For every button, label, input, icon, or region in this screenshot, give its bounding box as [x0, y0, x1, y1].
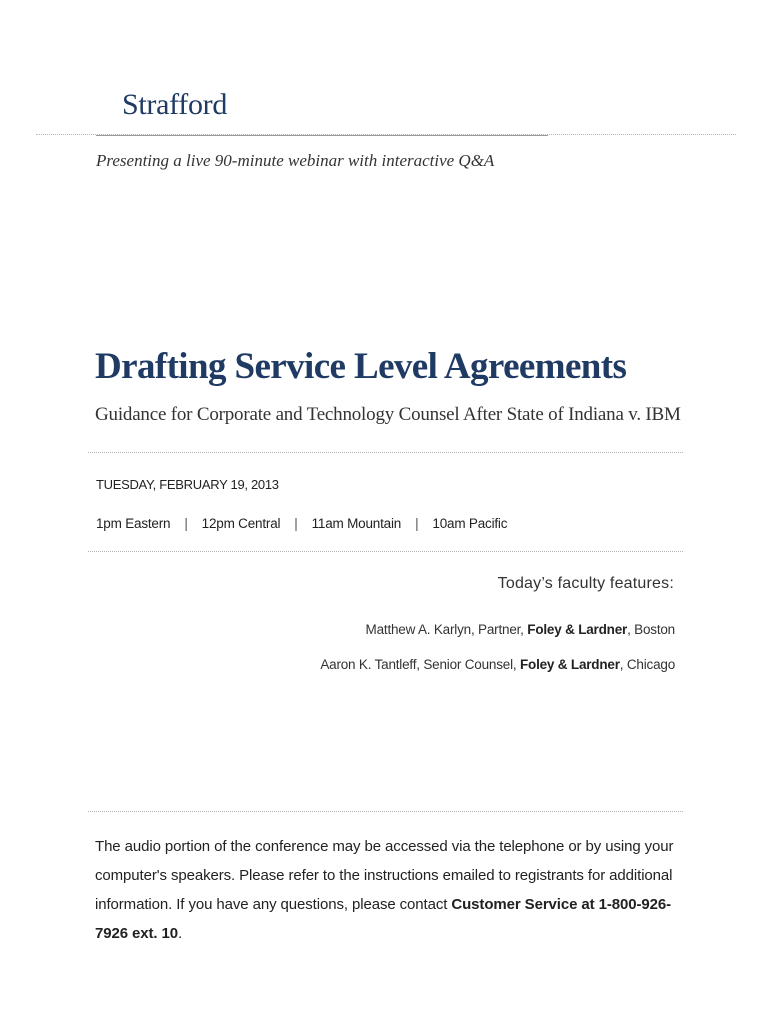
strafford-logo: Strafford — [122, 88, 228, 121]
faculty-firm: Foley & Lardner — [527, 622, 628, 637]
customer-service-contact: Customer Service at 1-800-926-7926 ext. 10 — [95, 896, 672, 942]
webinar-tagline: Presenting a live 90-minute webinar with interactive Q&A — [96, 151, 495, 170]
footer-divider — [88, 811, 683, 812]
time-pacific: 10am Pacific — [432, 516, 508, 531]
schedule-divider — [88, 551, 683, 552]
webinar-date: TUESDAY, FEBRUARY 19, 2013 — [96, 477, 279, 492]
title-divider — [88, 452, 683, 453]
webinar-subtitle: Guidance for Corporate and Technology Counsel After State of Indiana v. IBM — [95, 404, 681, 425]
faculty-name-title: Aaron K. Tantleff, Senior Counsel, — [320, 657, 520, 672]
faculty-heading: Today’s faculty features: — [497, 575, 674, 592]
time-eastern: 1pm Eastern — [96, 516, 171, 531]
time-separator: | — [184, 516, 188, 531]
time-central: 12pm Central — [201, 516, 281, 531]
faculty-city: , Chicago — [619, 657, 675, 672]
webinar-times — [96, 516, 507, 531]
faculty-name-title: Matthew A. Karlyn, Partner, — [365, 622, 528, 637]
audio-notice — [95, 832, 695, 948]
time-separator: | — [294, 516, 298, 531]
notice-end: . — [178, 925, 183, 942]
faculty-member — [320, 657, 675, 672]
webinar-title: Drafting Service Level Agreements — [95, 346, 627, 387]
faculty-firm: Foley & Lardner — [519, 657, 620, 672]
time-separator: | — [415, 516, 419, 531]
faculty-city: , Boston — [627, 622, 675, 637]
time-mountain: 11am Mountain — [311, 516, 402, 531]
header-solid-divider — [96, 135, 548, 136]
faculty-member — [366, 622, 675, 637]
notice-text: The audio portion of the conference may be accessed via the telephone or by using your computer's speakers. Please refer to the instructions emailed to registrants for additional information. If you have any questions, please contact — [95, 838, 674, 913]
